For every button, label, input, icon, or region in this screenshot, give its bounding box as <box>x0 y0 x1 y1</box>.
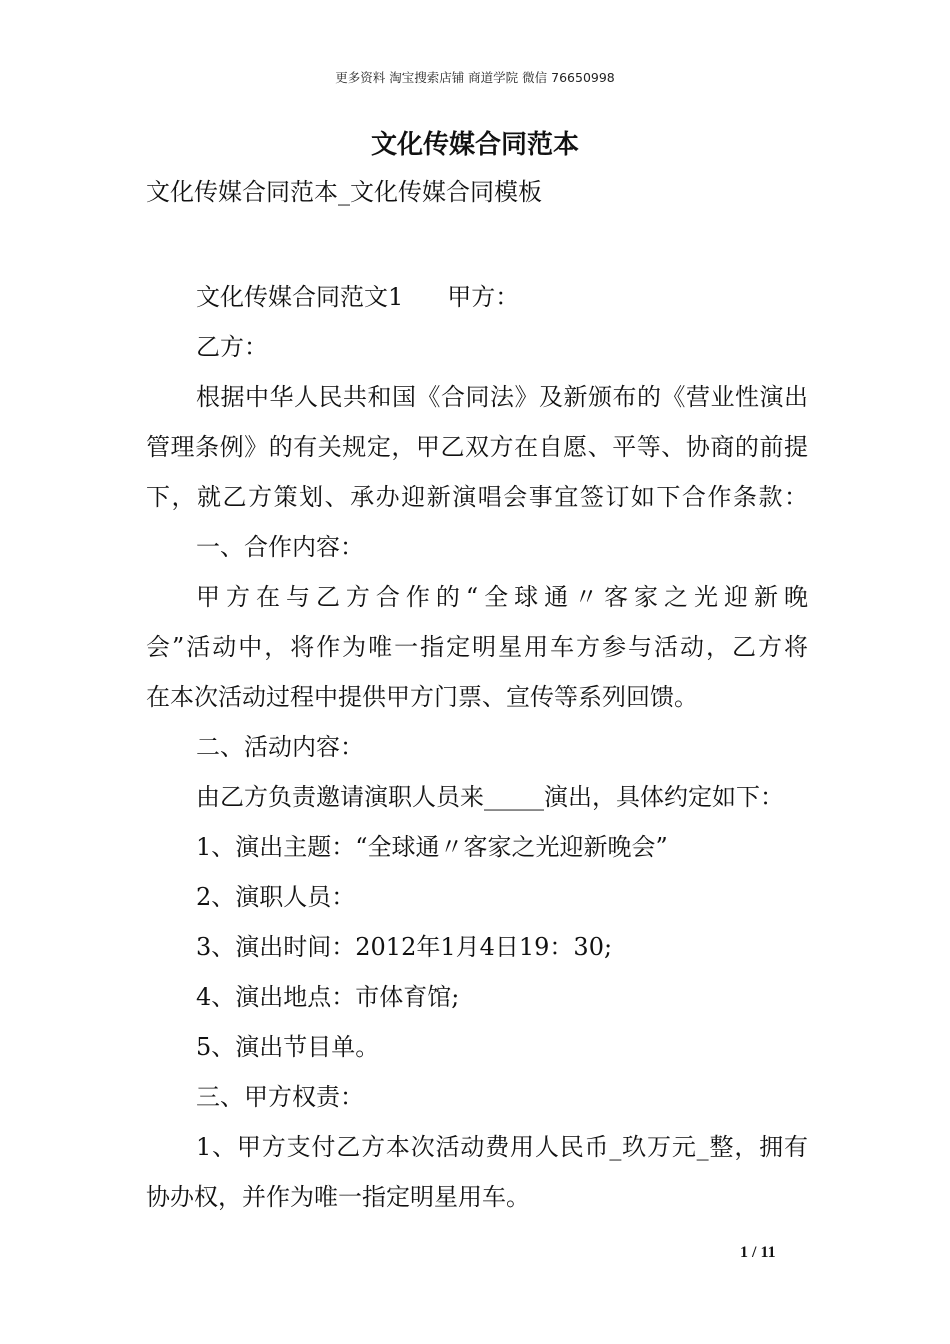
list-item: 5、演出节目单。 <box>196 1033 380 1061</box>
document-title: 文化传媒合同范本 <box>370 130 579 160</box>
paragraph-line: 协办权，并作为唯一指定明星用车。 <box>146 1183 530 1211</box>
paragraph-line: 会”活动中，将作为唯一指定明星用车方参与活动，乙方将 <box>146 633 808 661</box>
list-item: 3、演出时间：2012年1月4日19：30; <box>196 933 613 961</box>
party-b-label: 乙方： <box>196 333 268 361</box>
section-heading: 一、合作内容： <box>196 533 364 561</box>
paragraph-line: 根据中华人民共和国《合同法》及新颁布的《营业性演出 <box>196 383 808 411</box>
section-heading: 二、活动内容： <box>196 733 364 761</box>
section-heading: 三、甲方权责： <box>196 1083 364 1111</box>
page-header: 更多资料 淘宝搜索店铺 商道学院 微信 76650998 <box>335 70 615 85</box>
paragraph-intro <box>146 272 808 322</box>
party-a-label: 甲方： <box>447 283 520 311</box>
paragraph-line: 在本次活动过程中提供甲方门票、宣传等系列回馈。 <box>146 683 698 711</box>
paragraph-line: 1、甲方支付乙方本次活动费用人民币_玖万元_整，拥有 <box>196 1133 808 1161</box>
list-item: 4、演出地点：市体育馆; <box>196 983 460 1011</box>
document-body <box>146 272 808 1222</box>
paragraph-line: 下，就乙方策划、承办迎新演唱会事宜签订如下合作条款： <box>146 483 808 511</box>
contract-sample-label: 文化传媒合同范文1 <box>196 283 404 311</box>
list-item: 2、演职人员： <box>196 883 356 911</box>
document-subtitle: 文化传媒合同范本_文化传媒合同模板 <box>146 178 542 206</box>
list-item: 1、演出主题：“全球通〃客家之光迎新晚会” <box>196 833 668 861</box>
paragraph-line: 甲方在与乙方合作的“全球通〃客家之光迎新晚 <box>196 583 808 611</box>
paragraph-line: 由乙方负责邀请演职人员来_____演出，具体约定如下： <box>196 783 784 811</box>
page-number: 1 / 11 <box>740 1244 776 1261</box>
paragraph-line: 管理条例》的有关规定，甲乙双方在自愿、平等、协商的前提 <box>146 433 808 461</box>
